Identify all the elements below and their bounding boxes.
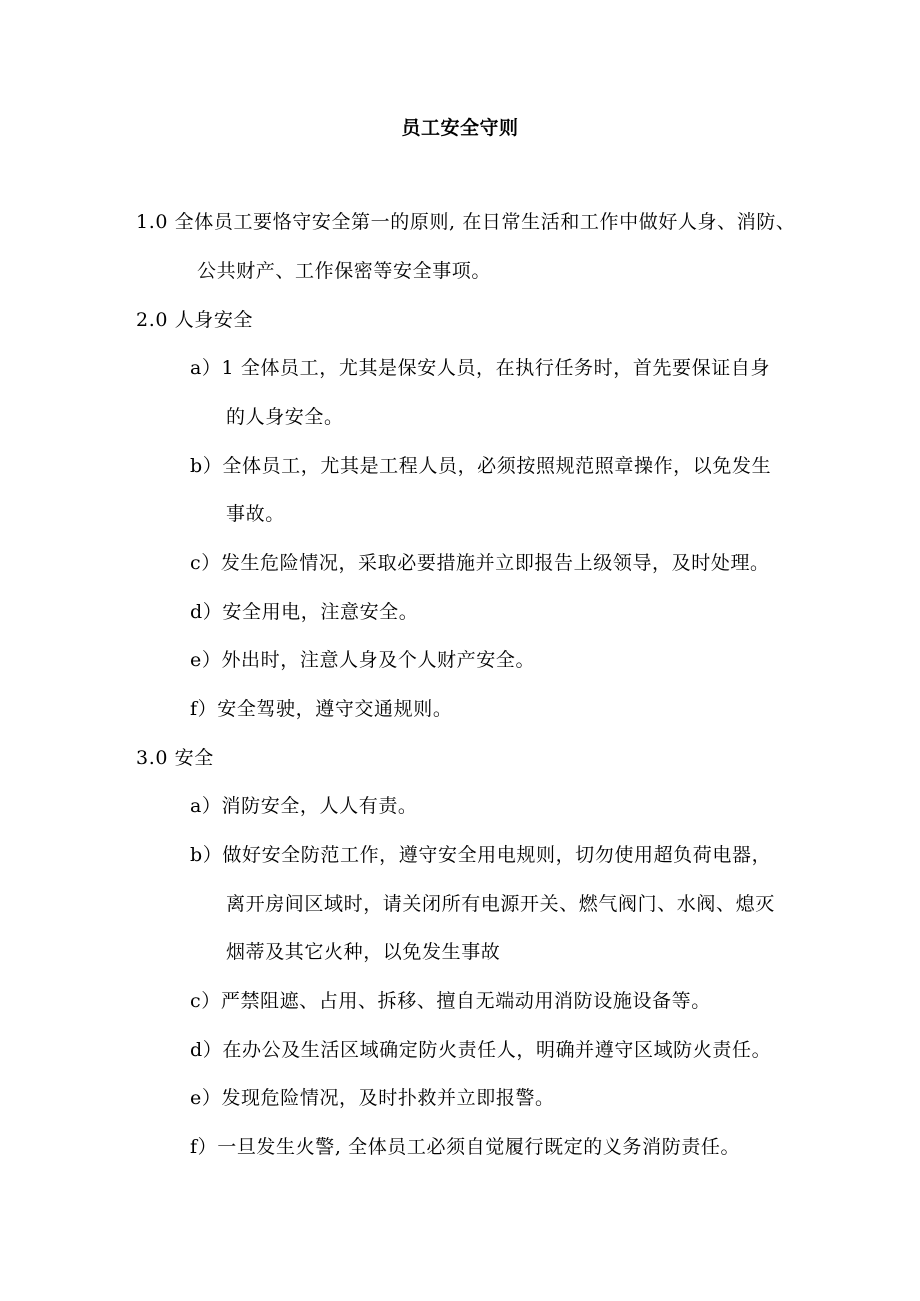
document-title: 员工安全守则 xyxy=(401,117,519,139)
section-2-item-e: e）外出时，注意人身及个人财产安全。 xyxy=(190,649,536,671)
section-2-item-b-line-2: 事故。 xyxy=(226,503,285,525)
section-3-item-b-line-2: 离开房间区域时，请关闭所有电源开关、燃气阀门、水阀、熄灭 xyxy=(226,893,775,915)
section-2-item-f: f）安全驾驶，遵守交通规则。 xyxy=(190,698,453,720)
section-3-item-c: c）严禁阻遮、占用、拆移、擅自无端动用消防设施设备等。 xyxy=(190,990,711,1012)
section-2-item-d: d）安全用电，注意安全。 xyxy=(190,601,419,623)
section-2-heading: 2.0 人身安全 xyxy=(136,309,254,331)
section-3-item-b-line-1: b）做好安全防范工作，遵守安全用电规则，切勿使用超负荷电器， xyxy=(190,844,772,866)
section-2-item-b-line-1: b）全体员工，尤其是工程人员，必须按照规范照章操作，以免发生 xyxy=(190,455,772,477)
section-2-item-c: c）发生危险情况，采取必要措施并立即报告上级领导，及时处理。 xyxy=(190,552,770,574)
section-3-item-d: d）在办公及生活区域确定防火责任人，明确并遵守区域防火责任。 xyxy=(190,1039,772,1061)
section-3-item-f: f）一旦发生火警, 全体员工必须自觉履行既定的义务消防责任。 xyxy=(190,1136,741,1158)
section-3-item-b-line-3: 烟蒂及其它火种，以免发生事故 xyxy=(226,941,501,963)
section-3-item-e: e）发现危险情况，及时扑救并立即报警。 xyxy=(190,1087,555,1109)
section-3-item-a: a）消防安全，人人有责。 xyxy=(190,795,418,817)
section-1-line-2: 公共财产、工作保密等安全事项。 xyxy=(197,260,492,282)
section-2-item-a-line-2: 的人身安全。 xyxy=(226,406,344,428)
section-2-item-a-line-1: a）1 全体员工，尤其是保安人员，在执行任务时，首先要保证自身 xyxy=(190,357,771,379)
section-3-heading: 3.0 安全 xyxy=(136,747,214,769)
section-1-line-1: 1.0 全体员工要恪守安全第一的原则, 在日常生活和工作中做好人身、消防、 xyxy=(136,211,796,233)
